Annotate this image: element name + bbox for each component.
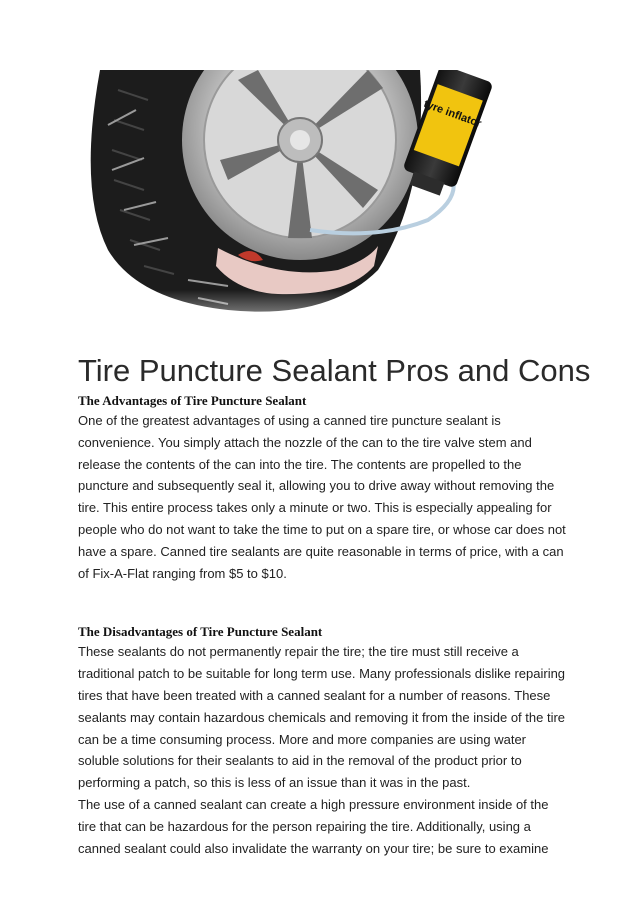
can-brand-text: tyre inflator xyxy=(421,98,483,130)
text-line: tire that can be hazardous for the person repairing the tire. Additionally, using a xyxy=(78,818,531,834)
text-line: performing a patch, so this is less of an issue than it was in the past. xyxy=(78,775,471,791)
text-line: canned sealant could also invalidate the warranty on your tire; be sure to examine xyxy=(78,840,549,856)
disadvantages-section xyxy=(78,623,578,859)
text-line: sealants may contain hazardous chemicals and removing it from the inside of the tire xyxy=(78,709,566,725)
text-line: These sealants do not permanently repair the tire; the tire must still receive a xyxy=(78,644,519,660)
advantages-heading: The Advantages of Tire Puncture Sealant xyxy=(78,393,307,408)
text-line: traditional patch to be suitable for long term use. Many professionals dislike repairing xyxy=(78,666,566,682)
text-line: puncture and subsequently seal it, allowing you to drive away without removing the xyxy=(78,478,555,494)
article-body xyxy=(78,392,578,859)
text-line: convenience. You simply attach the nozzle of the can to the tire valve stem and xyxy=(78,434,532,450)
text-line: can be a time consuming process. More and more companies are using water xyxy=(78,731,526,747)
section-spacer xyxy=(78,584,578,623)
text-line: people who do not want to take the time to put on a spare tire, or whose car does not xyxy=(78,521,566,537)
hero-image xyxy=(78,70,558,348)
text-line: tires that have been treated with a canned sealant for a number of reasons. These xyxy=(78,687,551,703)
text-line: One of the greatest advantages of using a canned tire puncture sealant is xyxy=(78,413,501,428)
text-line: of Fix-A-Flat ranging from $5 to $10. xyxy=(78,565,287,581)
tire-sealant-illustration xyxy=(78,70,558,348)
advantages-section xyxy=(78,392,578,584)
advantages-text xyxy=(78,410,578,584)
text-line: tire. This entire process takes only a minute or two. This is especially appealing for xyxy=(78,500,552,516)
text-line: soluble solutions for their sealants to aid in the removal of the product prior to xyxy=(78,753,522,769)
page-title: Tire Puncture Sealant Pros and Cons xyxy=(78,353,591,388)
text-line: The use of a canned sealant can create a high pressure environment inside of the xyxy=(78,796,549,812)
text-line: have a spare. Canned tire sealants are quite reasonable in terms of price, with a can xyxy=(78,543,564,559)
text-line: release the contents of the can into the tire. The contents are propelled to the xyxy=(78,456,522,472)
disadvantages-heading: The Disadvantages of Tire Puncture Sealant xyxy=(78,624,323,640)
disadvantages-text xyxy=(78,641,578,859)
